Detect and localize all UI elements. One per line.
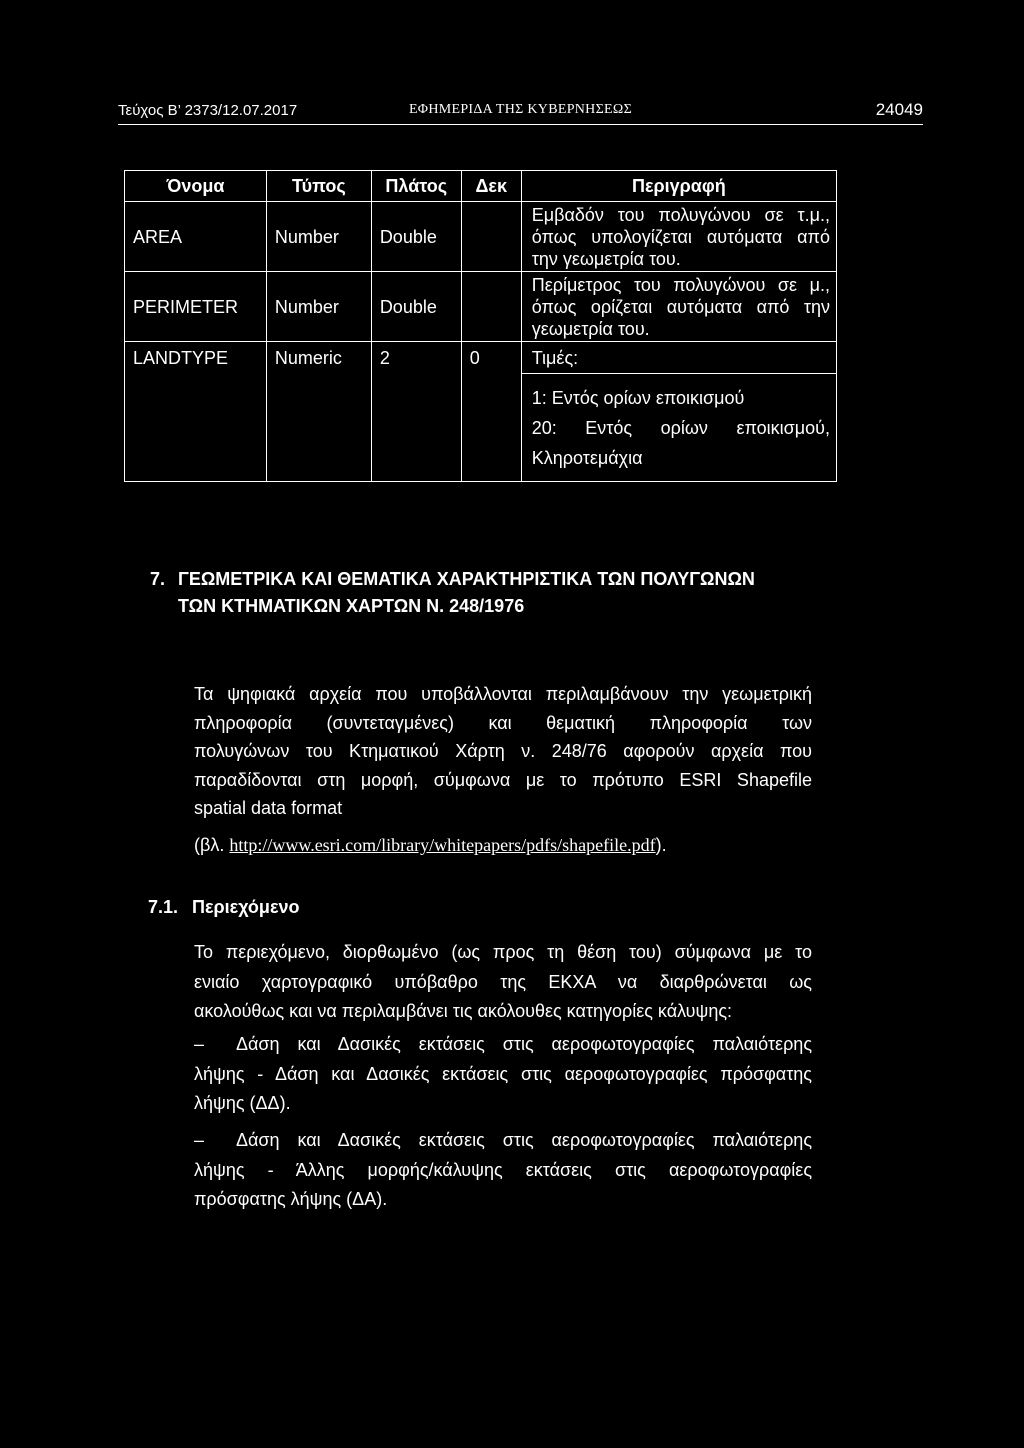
table-row [125, 202, 837, 272]
table-row [125, 342, 837, 374]
col-header: Δεκ [461, 171, 521, 202]
bullet-line: λήψης - Άλλης μορφής/κάλυψης εκτάσεις στις αεροφωτογραφίες [194, 1159, 812, 1180]
bullet-line: λήψης - Δάση και Δασικές εκτάσεις στις αεροφωτογραφίες πρόσφατης [194, 1063, 812, 1084]
section-title-line: ΓΕΩΜΕΤΡΙΚΑ ΚΑΙ ΘΕΜΑΤΙΚΑ ΧΑΡΑΚΤΗΡΙΣΤΙΚΑ ΤΩΝ ΠΟΛΥΓΩΝΩΝ [178, 569, 755, 589]
section-7-1-paragraph [194, 938, 812, 1027]
value-line: 1: Εντός ορίων εποικισμού [531, 387, 745, 408]
cell-name: LANDTYPE [125, 342, 267, 374]
section-title: Περιεχόμενο [192, 897, 300, 917]
desc-line: την γεωμετρία του. [531, 248, 681, 269]
paragraph-line: Τα ψηφιακά αρχεία που υποβάλλονται περιλαμβάνουν την γεωμετρική [194, 684, 812, 704]
bullet-line: λήψης (ΔΔ). [194, 1093, 291, 1113]
bullet-line: Δάση και Δασικές εκτάσεις στις αεροφωτογραφίες παλαιότερης [236, 1034, 812, 1054]
section-7-heading [150, 566, 850, 620]
desc-line: γεωμετρία του. [531, 318, 650, 339]
cell-type: Numeric [266, 342, 371, 374]
cell-dec [461, 202, 521, 272]
cell-values [521, 374, 836, 482]
cell-dec [461, 272, 521, 342]
paragraph-line: παραδίδονται στη μορφή, σύμφωνα με το πρότυπο ESRI Shapefile [194, 769, 812, 790]
section-7-paragraph [194, 680, 812, 860]
col-header: Περιγραφή [521, 171, 836, 202]
cell-width: Double [371, 272, 461, 342]
section-7-1-heading [148, 897, 300, 918]
col-header: Τύπος [266, 171, 371, 202]
cell-desc [521, 202, 836, 272]
cell-width: 2 [371, 342, 461, 374]
paragraph-line: Το περιεχόμενο, διορθωμένο (ως προς τη θέση του) σύμφωνα με το [194, 942, 812, 962]
page-header [118, 98, 923, 125]
table-row-values [125, 374, 837, 482]
value-line: Κληροτεμάχια [531, 447, 643, 468]
desc-line: Περίμετρος του πολυγώνου σε μ., [531, 274, 830, 295]
cell-type: Number [266, 202, 371, 272]
field-spec-table [124, 170, 837, 482]
col-header: Πλάτος [371, 171, 461, 202]
bullet-dash: – [194, 1034, 205, 1054]
paragraph-line: spatial data format [194, 798, 343, 819]
paragraph-line: πληροφορία (συντεταγμένες) και θεματική πληροφορία των [194, 712, 812, 733]
gazette-title: ΕΦΗΜΕΡΙΔΑ ΤΗΣ ΚΥΒΕΡΝΗΣΕΩΣ [408, 102, 633, 117]
cell-name: AREA [125, 202, 267, 272]
value-line: 20: Εντός ορίων εποικισμού, [531, 417, 830, 438]
cell-desc [521, 342, 836, 374]
cell-desc [521, 272, 836, 342]
cell-dec: 0 [461, 342, 521, 374]
paragraph-line: ακολούθως και να περιλαμβάνει τις ακόλουθες κατηγορίες κάλυψης: [194, 1001, 733, 1021]
col-header: Όνομα [125, 171, 267, 202]
desc-line: όπως υπολογίζεται αυτόματα από [531, 226, 830, 247]
table-header-row [125, 171, 837, 202]
bullet-line: πρόσφατης λήψης (ΔΑ). [194, 1189, 388, 1209]
section-number: 7.1. [148, 897, 179, 917]
paragraph-line: πολυγώνων του Κτηματικού Χάρτη ν. 248/76 αφορούν αρχεία που [194, 741, 812, 762]
page-number: 24049 [875, 100, 923, 119]
list-item [194, 1030, 812, 1119]
list-item [194, 1126, 812, 1215]
bullet-line: Δάση και Δασικές εκτάσεις στις αεροφωτογραφίες παλαιότερης [236, 1130, 812, 1150]
table-row [125, 272, 837, 342]
section-number: 7. [150, 569, 166, 589]
desc-line: όπως ορίζεται αυτόματα από την [531, 296, 830, 317]
reference-line: (βλ. http://www.esri.com/library/whitepapers/pdfs/shapefile.pdf). [194, 834, 667, 855]
bullet-dash: – [194, 1130, 205, 1150]
cell-name: PERIMETER [125, 272, 267, 342]
desc-line: Τιμές: [531, 347, 579, 368]
paragraph-line: ενιαίο χαρτογραφικό υπόβαθρο της ΕΚΧΑ να διαρθρώνεται ως [194, 971, 812, 992]
issue-info: Τεύχος Β’ 2373/12.07.2017 [118, 102, 298, 119]
cell-type: Number [266, 272, 371, 342]
shapefile-link[interactable]: http://www.esri.com/library/whitepapers/pdfs/shapefile.pdf [229, 834, 656, 855]
desc-line: Εμβαδόν του πολυγώνου σε τ.μ., [531, 204, 830, 225]
cell-width: Double [371, 202, 461, 272]
section-title-line: ΤΩΝ ΚΤΗΜΑΤΙΚΩΝ ΧΑΡΤΩΝ Ν. 248/1976 [178, 596, 525, 616]
